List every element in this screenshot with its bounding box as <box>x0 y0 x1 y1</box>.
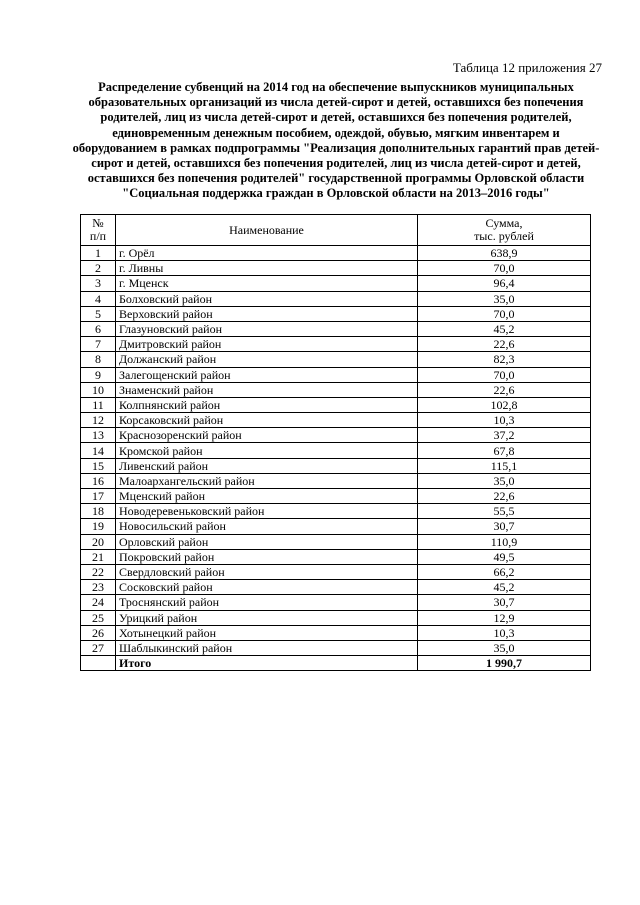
row-name-cell: Орловский район <box>116 534 418 549</box>
row-sum-cell: 35,0 <box>418 473 591 488</box>
row-sum-cell: 70,0 <box>418 261 591 276</box>
row-sum-cell: 110,9 <box>418 534 591 549</box>
row-number-cell: 5 <box>81 306 116 321</box>
row-sum-cell: 22,6 <box>418 337 591 352</box>
table-row <box>81 640 591 655</box>
table-row <box>81 549 591 564</box>
header-number-line2: п/п <box>89 229 107 243</box>
row-sum-cell: 22,6 <box>418 382 591 397</box>
row-number-cell: 12 <box>81 413 116 428</box>
row-name-cell: Глазуновский район <box>116 321 418 336</box>
row-name-cell: Новосильский район <box>116 519 418 534</box>
header-number <box>81 215 116 246</box>
row-name-cell: Колпнянский район <box>116 397 418 412</box>
table-row <box>81 564 591 579</box>
row-name-cell: Кромской район <box>116 443 418 458</box>
header-sum <box>418 215 591 246</box>
row-sum-cell: 115,1 <box>418 458 591 473</box>
row-name-cell: г. Мценск <box>116 276 418 291</box>
row-sum-cell: 35,0 <box>418 291 591 306</box>
header-number-line1: № <box>92 216 104 230</box>
row-number-cell: 21 <box>81 549 116 564</box>
table-row <box>81 489 591 504</box>
row-number-cell: 3 <box>81 276 116 291</box>
row-sum-cell: 66,2 <box>418 564 591 579</box>
table-row <box>81 473 591 488</box>
row-sum-cell: 70,0 <box>418 306 591 321</box>
table-row <box>81 261 591 276</box>
row-number-cell: 25 <box>81 610 116 625</box>
row-number-cell: 14 <box>81 443 116 458</box>
table-row <box>81 367 591 382</box>
row-sum-cell: 70,0 <box>418 367 591 382</box>
table-row <box>81 382 591 397</box>
row-number-cell: 2 <box>81 261 116 276</box>
row-name-cell: Краснозоренский район <box>116 428 418 443</box>
row-name-cell: Дмитровский район <box>116 337 418 352</box>
row-number-cell: 4 <box>81 291 116 306</box>
row-number-cell: 27 <box>81 640 116 655</box>
row-sum-cell: 35,0 <box>418 640 591 655</box>
row-number-cell: 13 <box>81 428 116 443</box>
table-row <box>81 337 591 352</box>
row-name-cell: Новодеревеньковский район <box>116 504 418 519</box>
table-row <box>81 504 591 519</box>
row-name-cell: Верховский район <box>116 306 418 321</box>
table-row <box>81 443 591 458</box>
row-name-cell: Свердловский район <box>116 564 418 579</box>
row-sum-cell: 638,9 <box>418 246 591 261</box>
row-name-cell: Мценский район <box>116 489 418 504</box>
table-row <box>81 246 591 261</box>
row-sum-cell: 22,6 <box>418 489 591 504</box>
row-name-cell: Троснянский район <box>116 595 418 610</box>
row-name-cell: Должанский район <box>116 352 418 367</box>
table-row <box>81 428 591 443</box>
row-sum-cell: 67,8 <box>418 443 591 458</box>
table-header-row <box>81 215 591 246</box>
row-sum-cell: 12,9 <box>418 610 591 625</box>
table-caption: Таблица 12 приложения 27 <box>452 60 602 75</box>
row-number-cell: 20 <box>81 534 116 549</box>
row-name-cell: Залегощенский район <box>116 367 418 382</box>
header-sum-line1: Сумма, <box>485 216 523 230</box>
row-name-cell: Урицкий район <box>116 610 418 625</box>
row-sum-cell: 96,4 <box>418 276 591 291</box>
row-sum-cell: 10,3 <box>418 625 591 640</box>
table-row <box>81 610 591 625</box>
row-sum-cell: 49,5 <box>418 549 591 564</box>
table-row <box>81 534 591 549</box>
row-sum-cell: 102,8 <box>418 397 591 412</box>
row-number-cell: 15 <box>81 458 116 473</box>
row-number-cell: 26 <box>81 625 116 640</box>
table-row <box>81 595 591 610</box>
table-row <box>81 413 591 428</box>
total-number-cell <box>81 656 116 671</box>
row-number-cell: 11 <box>81 397 116 412</box>
row-name-cell: Хотынецкий район <box>116 625 418 640</box>
row-sum-cell: 30,7 <box>418 595 591 610</box>
row-number-cell: 22 <box>81 564 116 579</box>
table-row <box>81 306 591 321</box>
table-row <box>81 321 591 336</box>
row-sum-cell: 82,3 <box>418 352 591 367</box>
row-name-cell: Корсаковский район <box>116 413 418 428</box>
row-name-cell: Болховский район <box>116 291 418 306</box>
table-body <box>81 246 591 671</box>
row-number-cell: 9 <box>81 367 116 382</box>
total-sum-cell: 1 990,7 <box>418 656 591 671</box>
total-row <box>81 656 591 671</box>
header-name: Наименование <box>116 215 418 246</box>
table-row <box>81 397 591 412</box>
table-row <box>81 625 591 640</box>
table-row <box>81 458 591 473</box>
table-row <box>81 352 591 367</box>
row-number-cell: 17 <box>81 489 116 504</box>
row-number-cell: 7 <box>81 337 116 352</box>
row-name-cell: Шаблыкинский район <box>116 640 418 655</box>
table-row <box>81 276 591 291</box>
table-row <box>81 580 591 595</box>
row-sum-cell: 37,2 <box>418 428 591 443</box>
table-row <box>81 519 591 534</box>
row-name-cell: Малоархангельский район <box>116 473 418 488</box>
row-number-cell: 8 <box>81 352 116 367</box>
row-name-cell: Сосковский район <box>116 580 418 595</box>
row-number-cell: 6 <box>81 321 116 336</box>
row-sum-cell: 55,5 <box>418 504 591 519</box>
row-sum-cell: 10,3 <box>418 413 591 428</box>
document-title: Распределение субвенций на 2014 год на обеспечение выпускников муниципальных образовательных организаций из числа детей-сирот и детей, оставшихся без попечения родителей, лиц из числа детей-сирот и детей, оставшихся без попечения родителей, единовременным денежным пособием, одеждой, обувью, мягким инвентарем и оборудованием в рамках подпрограммы "Реализация дополнительных гарантий прав детей-сирот и детей, оставшихся без попечения родителей, лиц из числа детей-сирот и детей, оставшихся без попечения родителей" государственной программы Орловской области "Социальная поддержка граждан в Орловской области на 2013–2016 годы" <box>72 80 600 201</box>
row-sum-cell: 45,2 <box>418 580 591 595</box>
row-name-cell: Покровский район <box>116 549 418 564</box>
table-row <box>81 291 591 306</box>
row-number-cell: 1 <box>81 246 116 261</box>
row-name-cell: Ливенский район <box>116 458 418 473</box>
header-sum-line2: тыс. рублей <box>474 229 534 243</box>
row-number-cell: 24 <box>81 595 116 610</box>
row-number-cell: 19 <box>81 519 116 534</box>
row-name-cell: г. Орёл <box>116 246 418 261</box>
total-label-cell: Итого <box>116 656 418 671</box>
row-sum-cell: 45,2 <box>418 321 591 336</box>
row-number-cell: 16 <box>81 473 116 488</box>
row-name-cell: г. Ливны <box>116 261 418 276</box>
row-number-cell: 18 <box>81 504 116 519</box>
row-sum-cell: 30,7 <box>418 519 591 534</box>
subvention-table <box>80 214 591 671</box>
row-number-cell: 10 <box>81 382 116 397</box>
row-name-cell: Знаменский район <box>116 382 418 397</box>
row-number-cell: 23 <box>81 580 116 595</box>
